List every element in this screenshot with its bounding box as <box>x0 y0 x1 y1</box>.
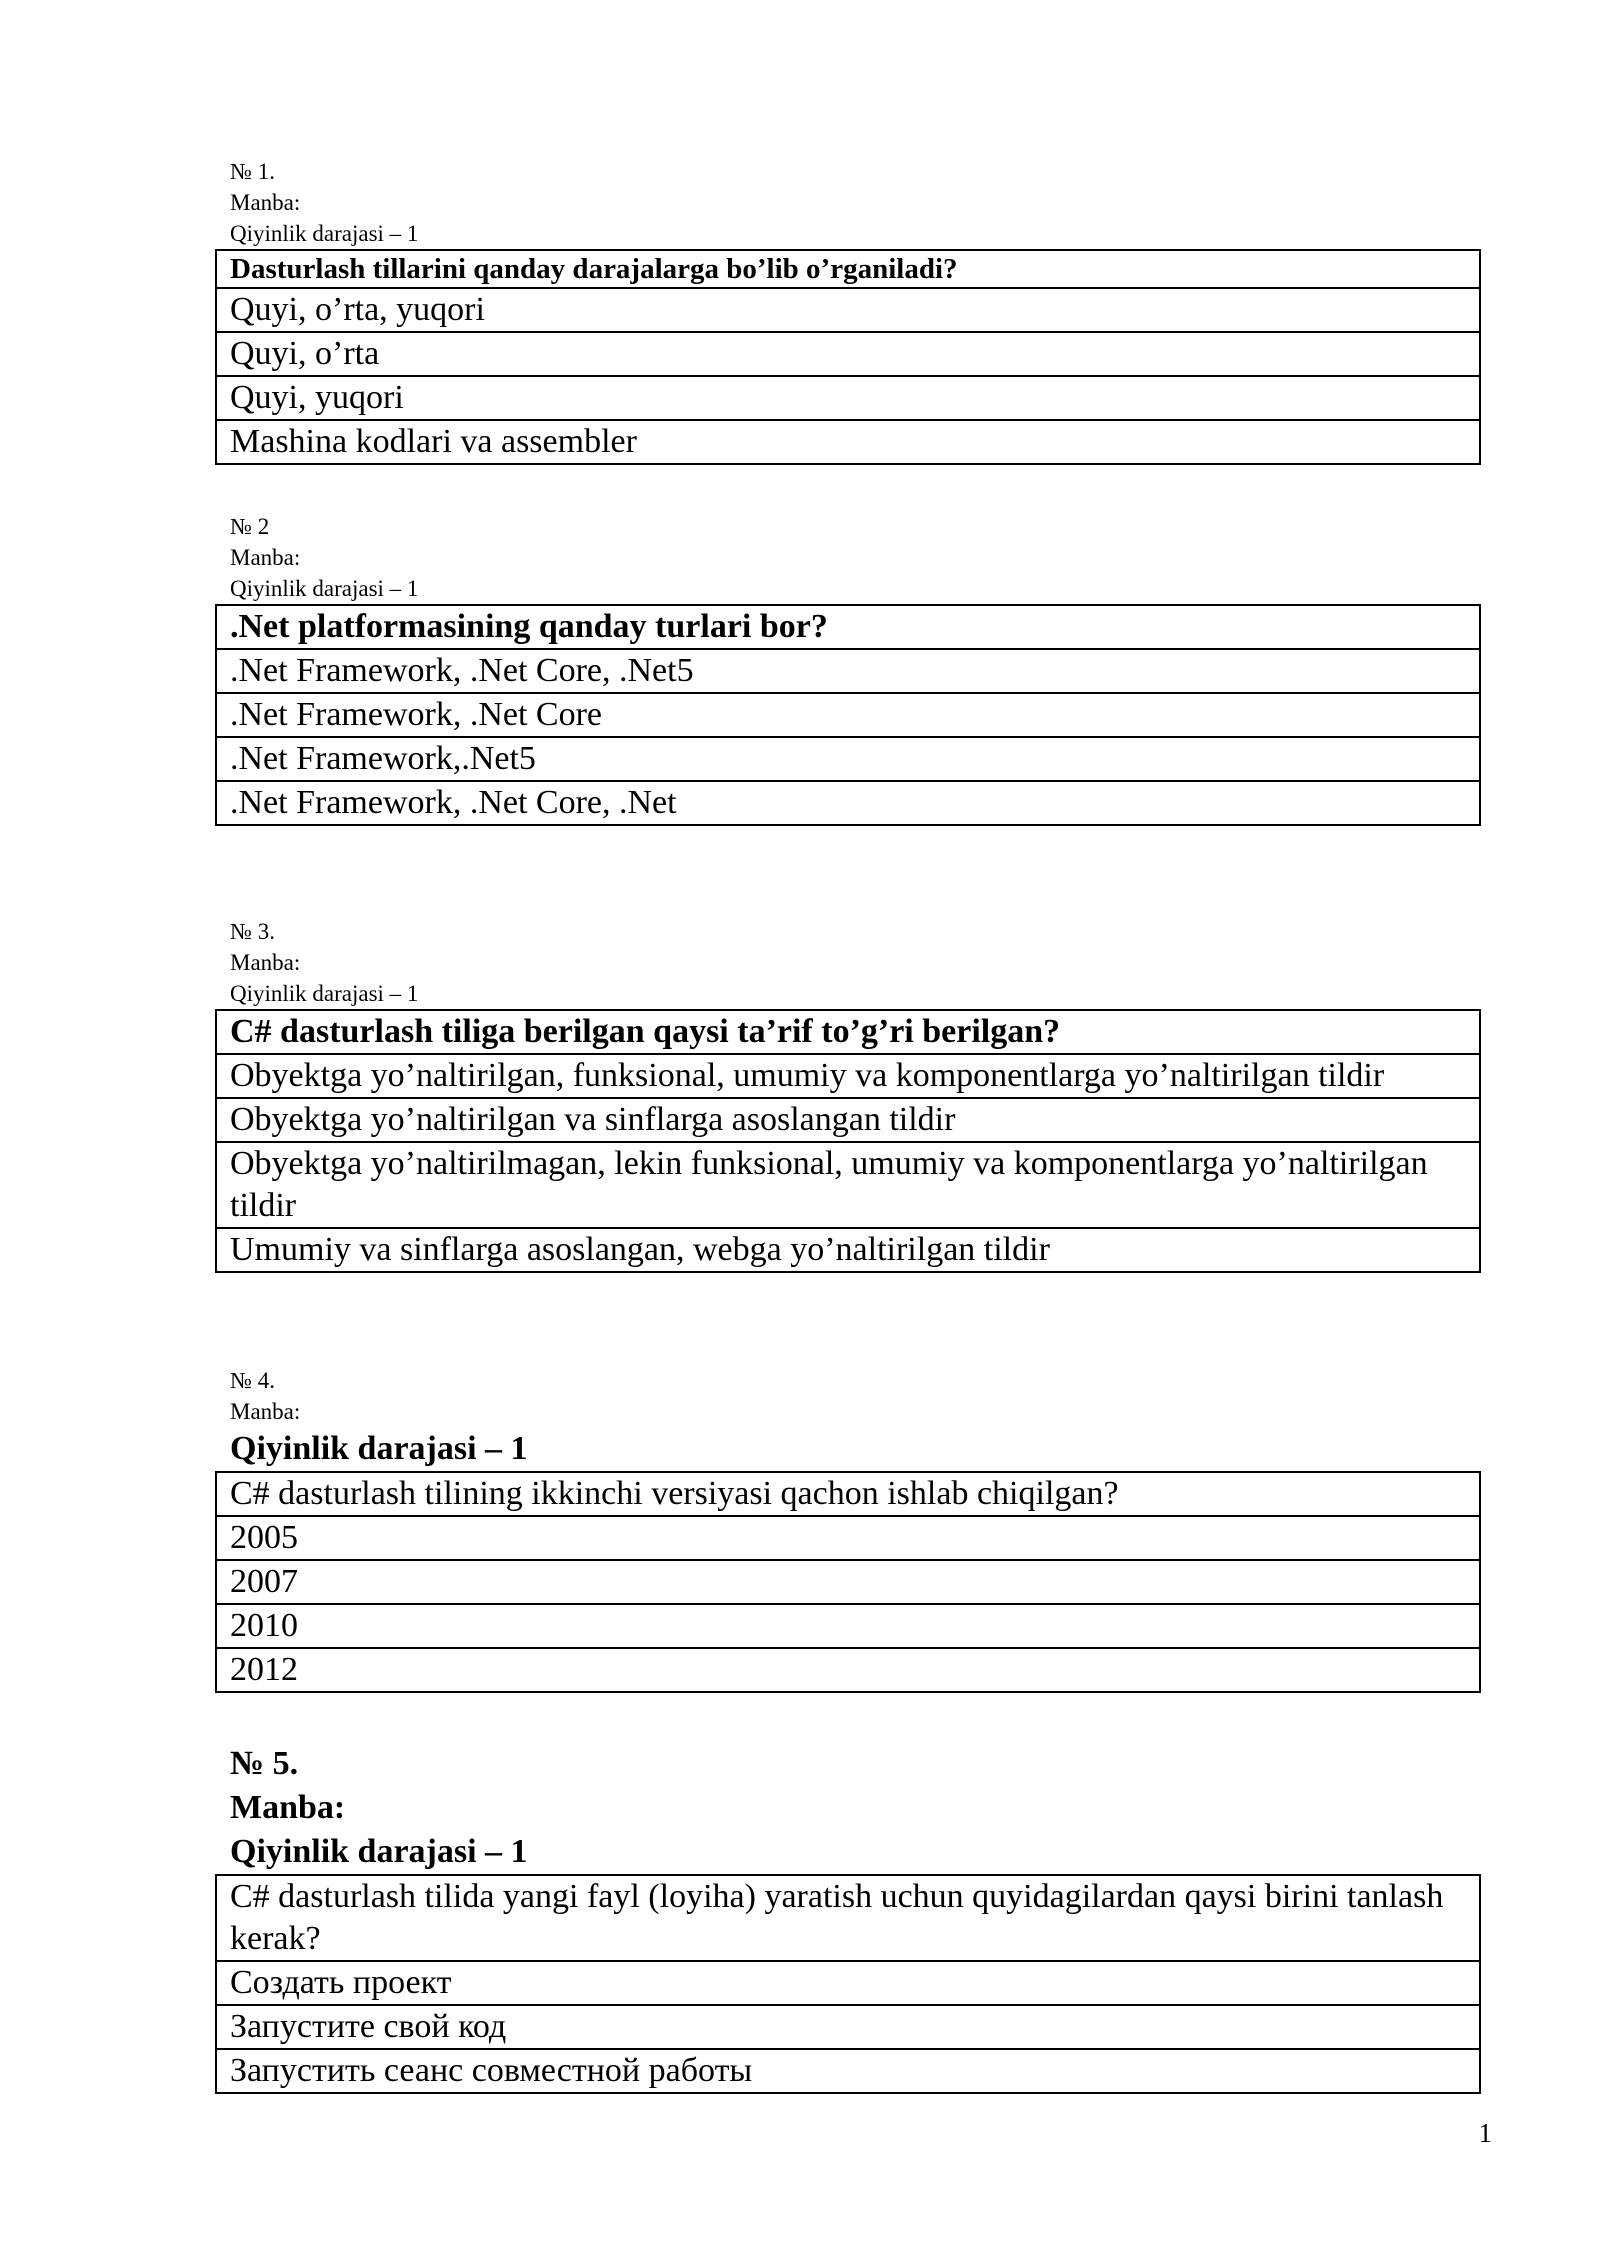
question-number: № 2 <box>230 514 270 539</box>
answer-option: Запустите свой код <box>216 2005 1480 2049</box>
question-table <box>215 1874 1481 2094</box>
question-table <box>215 604 1481 826</box>
answer-option: 2012 <box>216 1648 1480 1692</box>
question-text: C# dasturlash tilida yangi fayl (loyiha) yaratish uchun quyidagilardan qaysi birini tanlash kerak? <box>216 1875 1480 1961</box>
question-number: № 4. <box>230 1368 275 1393</box>
answer-option: .Net Framework, .Net Core, .Net <box>216 781 1480 825</box>
page-number: 1 <box>1478 2118 1492 2148</box>
answer-option: Создать проект <box>216 1961 1480 2005</box>
answer-option: Umumiy va sinflarga asoslangan, webga yo’naltirilgan tildir <box>216 1228 1480 1272</box>
answer-option: Obyektga yo’naltirilgan, funksional, umumiy va komponentlarga yo’naltirilgan tildir <box>216 1054 1480 1098</box>
question-source: Manba: <box>230 1789 346 1826</box>
question-block-3 <box>215 916 1481 1273</box>
question-text: C# dasturlash tiliga berilgan qaysi ta’rif to’g’ri berilgan? <box>216 1010 1480 1054</box>
answer-option: Quyi, o’rta <box>216 332 1480 376</box>
question-source: Manba: <box>230 950 301 975</box>
question-block-2 <box>215 511 1481 826</box>
question-block-4 <box>215 1365 1481 1693</box>
answer-option: Quyi, o’rta, yuqori <box>216 288 1480 332</box>
question-block-5 <box>215 1742 1481 2094</box>
answer-option: Запустить сеанс совместной работы <box>216 2049 1480 2093</box>
question-number: № 5. <box>230 1745 299 1782</box>
question-block-1 <box>215 156 1481 465</box>
answer-option: .Net Framework, .Net Core <box>216 693 1480 737</box>
answer-option: Mashina kodlari va assembler <box>216 420 1480 464</box>
question-table <box>215 1009 1481 1273</box>
question-text: Dasturlash tillarini qanday darajalarga bo’lib o’rganiladi? <box>216 250 1480 288</box>
answer-option: 2007 <box>216 1560 1480 1604</box>
question-difficulty: Qiyinlik darajasi – 1 <box>230 1833 528 1870</box>
question-table <box>215 1471 1481 1693</box>
question-text: C# dasturlash tilining ikkinchi versiyasi qachon ishlab chiqilgan? <box>216 1472 1480 1516</box>
question-table <box>215 249 1481 465</box>
answer-option: Obyektga yo’naltirilgan va sinflarga asoslangan tildir <box>216 1098 1480 1142</box>
answer-option: .Net Framework,.Net5 <box>216 737 1480 781</box>
question-source: Manba: <box>230 1399 301 1424</box>
answer-option: Obyektga yo’naltirilmagan, lekin funksional, umumiy va komponentlarga yo’naltirilgan tildir <box>216 1142 1480 1228</box>
question-difficulty: Qiyinlik darajasi – 1 <box>230 221 419 246</box>
question-text: .Net platformasining qanday turlari bor? <box>216 605 1480 649</box>
question-source: Manba: <box>230 545 301 570</box>
question-difficulty: Qiyinlik darajasi – 1 <box>230 981 419 1006</box>
question-number: № 3. <box>230 919 275 944</box>
question-difficulty: Qiyinlik darajasi – 1 <box>230 576 419 601</box>
question-number: № 1. <box>230 159 275 184</box>
answer-option: Quyi, yuqori <box>216 376 1480 420</box>
question-source: Manba: <box>230 190 301 215</box>
question-difficulty: Qiyinlik darajasi – 1 <box>230 1430 528 1467</box>
answer-option: 2010 <box>216 1604 1480 1648</box>
answer-option: 2005 <box>216 1516 1480 1560</box>
answer-option: .Net Framework, .Net Core, .Net5 <box>216 649 1480 693</box>
